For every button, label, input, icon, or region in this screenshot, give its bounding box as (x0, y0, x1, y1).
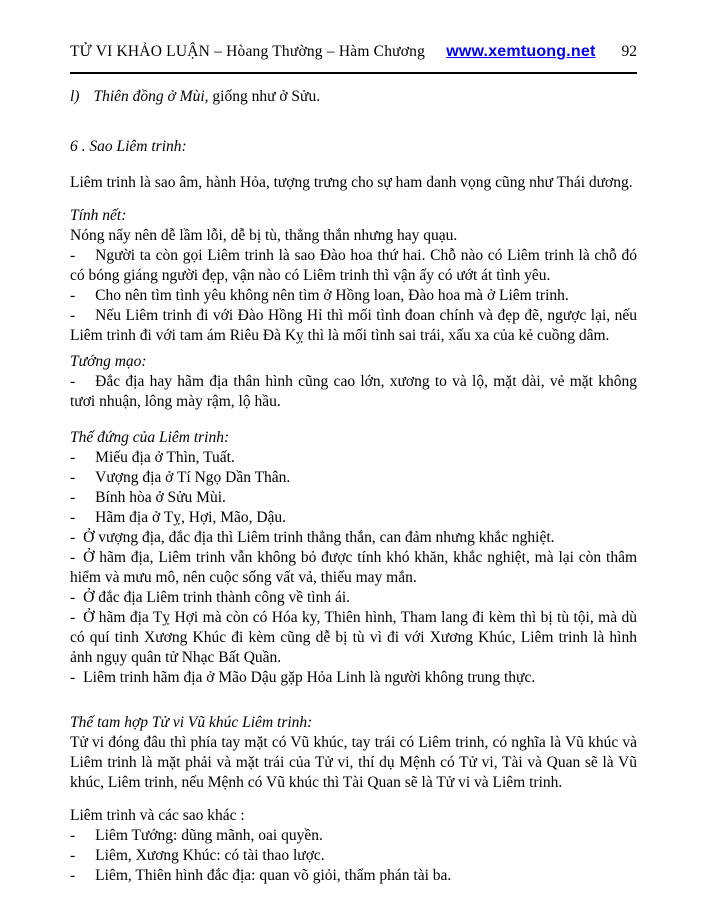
section-heading: 6 . Sao Liêm trinh: (70, 138, 187, 155)
bullet-text: Liêm, Thiên hình đắc địa: quan võ giỏi, thẩm phán tài ba. (95, 867, 452, 884)
list-item-marker: l) (70, 88, 80, 105)
bullet-item (70, 246, 637, 286)
bullet-item (70, 448, 637, 468)
list-item-plain-text: giống như ở Sửu. (212, 88, 321, 105)
bullet-dash: - (70, 307, 76, 324)
bullet-item (70, 866, 637, 886)
tuong-mao-heading: Tướng mạo: (70, 353, 147, 370)
bullet-item (70, 286, 637, 306)
bullet-text: Ở hãm địa Tỵ Hợi mà còn có Hóa ky, Thiên hình, Tham lang đi kèm thì bị tù tội, mà dù có quí tinh Xương Khúc đi kèm cũng dễ bị tù vì đi với Xương Khúc, Liêm trinh là hình ảnh ngụy quân tử Nhạc Bất Quần. (70, 609, 637, 666)
bullet-text: Hãm địa ở Tỵ, Hợi, Mão, Dậu. (95, 509, 287, 526)
page-number: 92 (621, 43, 637, 60)
page-body (70, 87, 637, 886)
bullet-item (70, 588, 637, 608)
page-header (70, 42, 637, 62)
list-item-l (70, 87, 637, 107)
bullet-item (70, 488, 637, 508)
website-link[interactable]: www.xemtuong.net (446, 43, 596, 60)
bullet-dash: - (70, 247, 76, 264)
the-dung-heading: Thế đứng của Liêm trinh: (70, 429, 230, 446)
bullet-dash: - (70, 589, 76, 606)
bullet-dash: - (70, 449, 76, 466)
section-description: Liêm trinh là sao âm, hành Hỏa, tượng trưng cho sự ham danh vọng cũng như Thái dương. (70, 174, 633, 191)
tam-hop-paragraph: Tử vi đóng đâu thì phía tay mặt có Vũ khúc, tay trái có Liêm trinh, có nghĩa là Vũ khúc và Liêm trinh là mặt phải và mặt trái của Tử vi, thí dụ Mệnh có Tử vi, Tài và Quan sẽ là Vũ khúc, Liêm trinh, nếu Mệnh có Vũ khúc thì Tài Quan sẽ là Tử vi và Liêm trinh. (70, 734, 637, 791)
header-title: TỬ VI KHẢO LUẬN – Hòang Thường – Hàm Chương (70, 43, 426, 60)
other-stars-lead: Liêm trinh và các sao khác : (70, 807, 245, 824)
bullet-item (70, 528, 637, 548)
bullet-item (70, 306, 637, 346)
bullet-dash: - (70, 373, 76, 390)
bullet-dash: - (70, 847, 76, 864)
bullet-dash: - (70, 287, 76, 304)
bullet-dash: - (70, 669, 76, 686)
bullet-text: Người ta còn gọi Liêm trinh là sao Đào hoa thứ hai. Chỗ nào có Liêm trinh là chỗ đó có bóng giáng người đẹp, vận nào có Liêm trinh thì vận ấy có ướt át tình yêu. (70, 247, 637, 284)
bullet-text: Ở đắc địa Liêm trinh thành công về tình ái. (83, 589, 351, 606)
list-item-italic-text: Thiên đồng ở Mùi, (93, 88, 209, 105)
bullet-text: Liêm trinh hãm địa ở Mão Dậu gặp Hỏa Linh là người không trung thực. (83, 669, 536, 686)
bullet-item (70, 468, 637, 488)
bullet-item (70, 846, 637, 866)
header-rule (70, 72, 637, 74)
bullet-text: Ở hãm địa, Liêm trinh vẫn không bỏ được tính khó khăn, khắc nghiệt, mà lại còn thâm hiểm và mưu mô, nên cuộc sống vất vả, thiếu may mắn. (70, 549, 637, 586)
bullet-item (70, 826, 637, 846)
bullet-text: Nếu Liêm trinh đi với Đào Hồng Hỉ thì mối tình đoan chính và đẹp đẽ, ngược lại, nếu Liêm trinh đi với tam ám Riêu Đà Kỵ thì là mối tình sai trái, xấu xa của kẻ cuồng dâm. (70, 307, 637, 344)
bullet-item (70, 548, 637, 588)
bullet-text: Vượng địa ở Tí Ngọ Dần Thân. (95, 469, 291, 486)
bullet-item (70, 372, 637, 412)
bullet-item (70, 608, 637, 668)
bullet-dash: - (70, 469, 76, 486)
tinh-net-lead: Nóng nẩy nên dễ lầm lỗi, dễ bị tù, thẳng thắn nhưng hay quạu. (70, 227, 458, 244)
bullet-dash: - (70, 529, 76, 546)
bullet-dash: - (70, 867, 76, 884)
bullet-dash: - (70, 509, 76, 526)
bullet-text: Liêm Tướng: dũng mãnh, oai quyền. (95, 827, 323, 844)
bullet-item (70, 508, 637, 528)
bullet-dash: - (70, 549, 76, 566)
bullet-text: Cho nên tìm tình yêu không nên tìm ở Hồng loan, Đào hoa mà ở Liêm trinh. (95, 287, 569, 304)
tam-hop-heading: Thế tam hợp Tử vi Vũ khúc Liêm trinh: (70, 714, 313, 731)
bullet-text: Miếu địa ở Thìn, Tuất. (95, 449, 235, 466)
bullet-text: Bính hòa ở Sửu Mùi. (95, 489, 226, 506)
bullet-dash: - (70, 489, 76, 506)
bullet-item (70, 668, 637, 688)
bullet-text: Đắc địa hay hãm địa thân hình cũng cao lớn, xương to và lộ, mặt dài, vẻ mặt không tươi nhuận, lông mày rậm, lộ hầu. (70, 373, 637, 410)
tinh-net-heading: Tính nết: (70, 207, 127, 224)
bullet-text: Liêm, Xương Khúc: có tài thao lược. (95, 847, 325, 864)
bullet-dash: - (70, 609, 76, 626)
bullet-text: Ở vượng địa, đắc địa thì Liêm trinh thẳng thắn, can đảm nhưng khắc nghiệt. (83, 529, 555, 546)
bullet-dash: - (70, 827, 76, 844)
